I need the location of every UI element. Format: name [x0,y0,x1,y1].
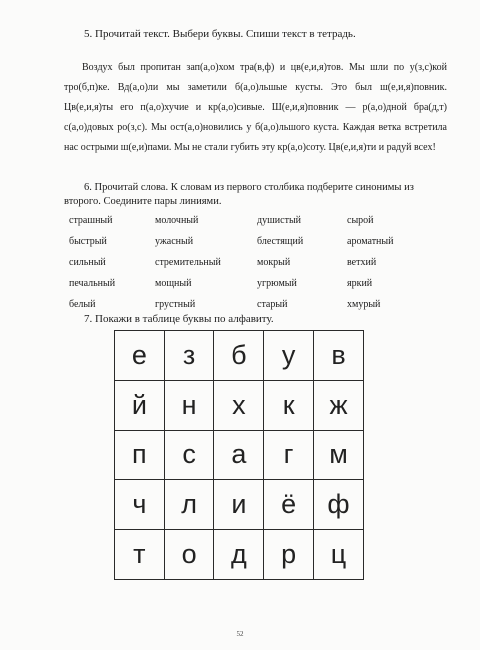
task-5-text: Воздух был пропитан зап(а,о)хом тра(в,ф) и цв(е,и,я)тов. Мы шли по у(з,с)кой тро(б,п)ке. Вд(а,о)ли мы заметили б(а,о)льшые кусты. Это был ш(е,и,я)повник. Цв(е,и,я)ты его п(а,о)хучие и кр(а,о)сивые. Ш(е,и,я)повник — р(а,о)дной бра(д,т) с(а,о)довых ро(з,с). Мы ост(а,о)новились у б(а,о)льшого куста. Каждая ветка встретила нас острыми ш(е,и)пами. Мы не стали губить эту кр(а,о)соту. Цв(е,и,я)ти и радуй всех! [64,62,447,153]
word-col4: яркий [347,278,373,289]
synonym-word-list [69,215,449,310]
grid-row [115,331,364,381]
letter-cell[interactable]: ж [313,380,363,430]
letter-cell[interactable]: е [115,331,165,381]
letter-cell[interactable]: в [313,331,363,381]
grid-row [115,430,364,480]
letter-cell[interactable]: с [164,430,214,480]
task-6-title-continued: второго. Соедините пары линиями. [64,196,222,207]
word-col1: быстрый [69,236,107,247]
letter-cell[interactable]: к [264,380,314,430]
letter-cell[interactable]: м [313,430,363,480]
grid-row [115,480,364,530]
letter-cell[interactable]: ц [313,530,363,580]
letter-cell[interactable]: х [214,380,264,430]
task-6-title: 6. Прочитай слова. К словам из первого столбика подберите синонимы из [84,182,414,193]
word-col3: блестящий [257,236,304,247]
word-col2: стремительный [155,257,221,268]
letter-cell[interactable]: д [214,530,264,580]
word-col2: молочный [155,215,199,226]
letter-cell[interactable]: ф [313,480,363,530]
word-col3: старый [257,299,288,310]
word-col4: ветхий [347,257,377,268]
word-col3: мокрый [257,257,291,268]
word-col1: белый [69,299,96,310]
letter-cell[interactable]: р [264,530,314,580]
letter-cell[interactable]: а [214,430,264,480]
letter-cell[interactable]: т [115,530,165,580]
word-col4: сырой [347,215,374,226]
word-col4: ароматный [347,236,394,247]
word-col4: хмурый [347,299,381,310]
letter-cell[interactable]: ч [115,480,165,530]
word-col3: угрюмый [257,278,297,289]
letter-cell[interactable]: ё [264,480,314,530]
task-5-title: 5. Прочитай текст. Выбери буквы. Спиши текст в тетрадь. [84,28,356,40]
word-col3: душистый [257,215,302,226]
letter-cell[interactable]: и [214,480,264,530]
page-number: 52 [236,630,244,638]
grid-row [115,380,364,430]
letter-cell[interactable]: у [264,331,314,381]
letter-grid [114,330,364,580]
grid-row [115,530,364,580]
task-7-title: 7. Покажи в таблице буквы по алфавиту. [84,313,274,325]
letter-cell[interactable]: н [164,380,214,430]
letter-cell[interactable]: б [214,331,264,381]
word-col2: мощный [155,278,192,289]
word-col2: ужасный [155,236,194,247]
letter-cell[interactable]: г [264,430,314,480]
word-col2: грустный [155,299,196,310]
word-col1: печальный [69,278,116,289]
letter-cell[interactable]: з [164,331,214,381]
word-col1: сильный [69,257,106,268]
letter-cell[interactable]: п [115,430,165,480]
letter-cell[interactable]: й [115,380,165,430]
letter-cell[interactable]: л [164,480,214,530]
word-col1: страшный [69,215,113,226]
letter-cell[interactable]: о [164,530,214,580]
